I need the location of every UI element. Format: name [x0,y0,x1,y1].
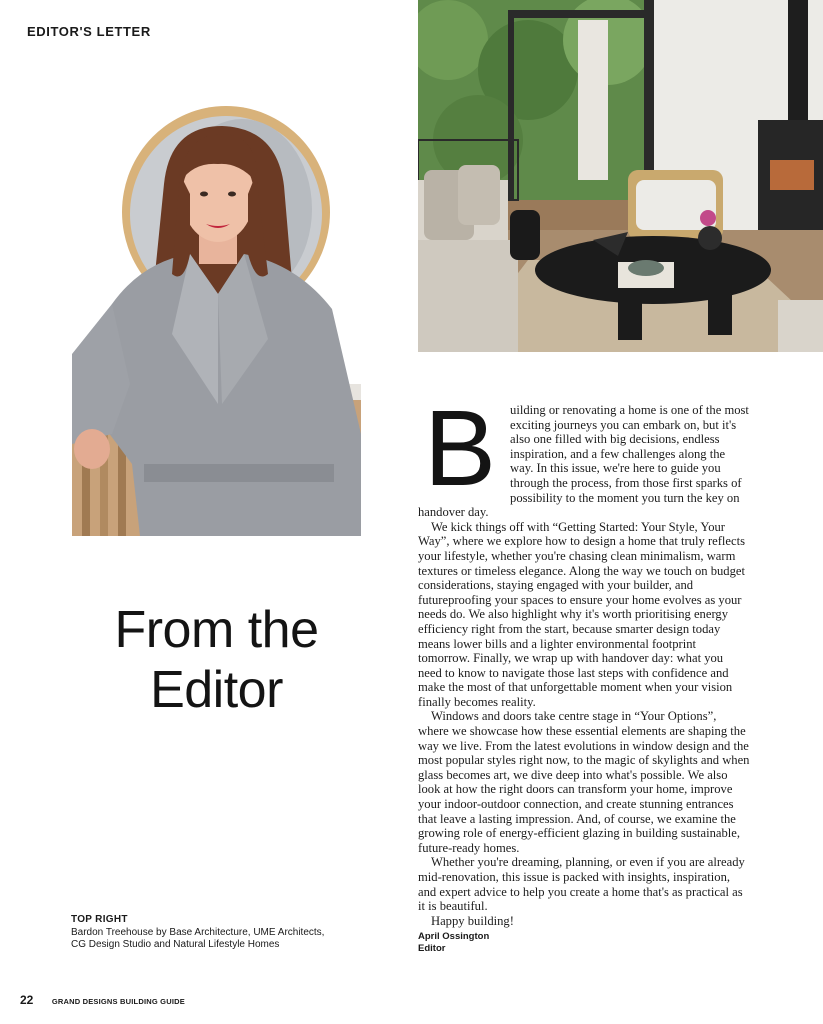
photo-caption [71,914,324,952]
signoff [418,931,489,955]
editor-portrait-photo [72,104,361,536]
headline-line-2: Editor [150,661,283,719]
interior-illustration [418,0,823,352]
page-headline [72,600,361,720]
article-paragraph-3: Windows and doors take centre stage in “Your Options”, where we showcase how these essential elements are shaping the way we live. From the latest evolutions in window design and the most popular styles right now, to the magic of skylights and when glass becomes art, we dive deep into what's possible. We also look at how the right doors can transform your home, improve your indoor-outdoor connection, and create stunning entrances that leave a lasting impression. And, of course, we examine the growing role of energy-efficient glazing in building sustainable, future-ready homes. [418,709,750,855]
editor-letter-body [418,387,750,928]
article-paragraph-2: We kick things off with “Getting Started: Your Style, Your Way”, where we explore how to design a home that truly reflects your lifestyle, whether you're chasing clean minimalism, warm textures or timeless elegance. Along the way we touch on budget considerations, staying engaged with your builder, and futureproofing your spaces to ensure your home evolves as your needs do. We also highlight why it's worth prioritising energy efficiency right from the start, because smarter design today means lower bills and a lighter environmental footprint tomorrow. Finally, we wrap up with handover day: what you need to know to navigate those last steps with confidence and make the most of that unforgettable moment when your vision finally becomes reality. [418,519,746,709]
caption-title: TOP RIGHT [71,914,128,925]
signoff-role: Editor [418,943,446,954]
editor-portrait-illustration [72,104,361,536]
interior-photo [418,0,823,352]
page-footer [20,991,185,1009]
article-paragraph-4: Whether you're dreaming, planning, or even if you are already mid-renovation, this issue is packed with insights, inspiration, and expert advice to help you create a home that's as practical as it is beautiful. [418,855,745,914]
signoff-name: April Ossington [418,931,490,942]
publication-name: GRAND DESIGNS BUILDING GUIDE [51,997,185,1006]
headline-line-1: From the [114,601,319,659]
article-paragraph-1: uilding or renovating a home is one of the most exciting journeys you can embark on, but it's also one filled with big decisions, endless inspiration, and a few challenges along the way. In this issue, we're here to guide you through the process, from those first sparks of possibility to the moment you turn the key on handover day. [418,403,749,520]
page-number: 22 [20,993,34,1007]
caption-line-1: Bardon Treehouse by Base Architecture, UME Architects, [71,926,325,938]
section-label: EDITOR'S LETTER [27,24,151,39]
drop-cap: B [424,387,497,508]
article-paragraph-5: Happy building! [431,913,514,928]
caption-line-2: CG Design Studio and Natural Lifestyle Homes [71,939,280,950]
